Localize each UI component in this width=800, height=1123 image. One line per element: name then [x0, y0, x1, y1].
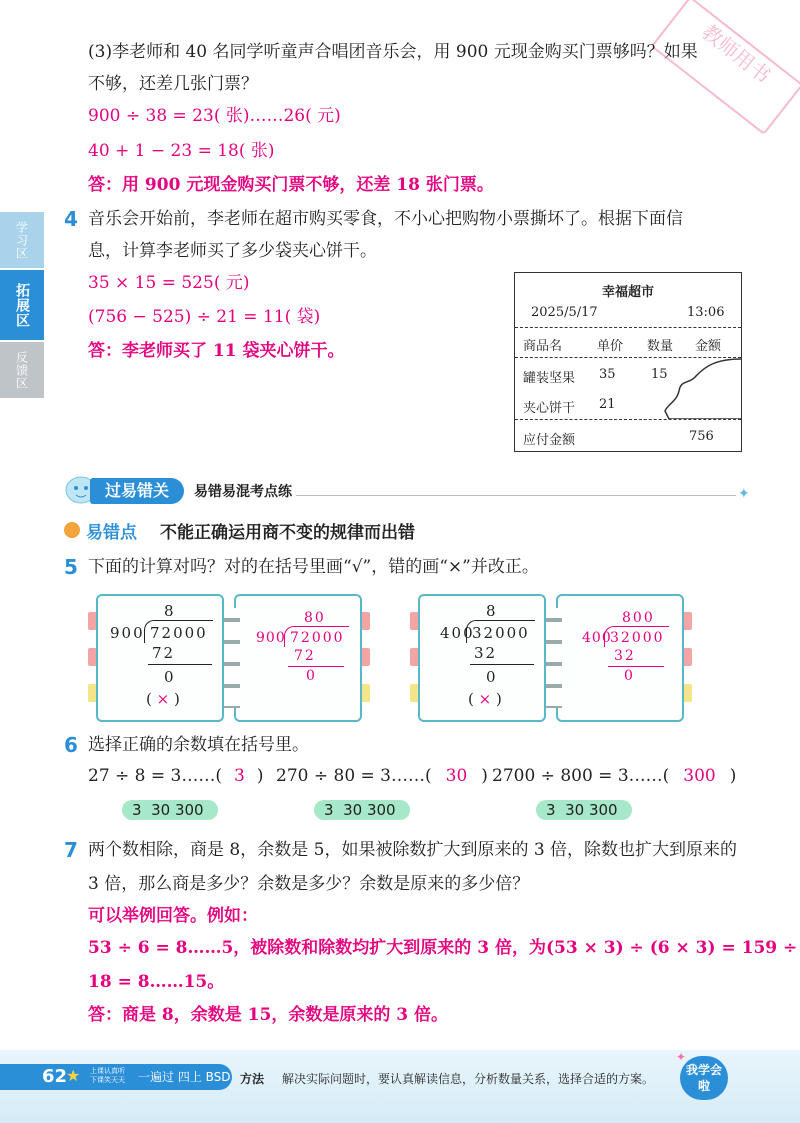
receipt-item-price: 21 — [599, 397, 616, 412]
q3-answer-line2: 40 + 1 − 23 = 18( 张) — [88, 141, 275, 161]
q7-answer-line1: 可以举例回答。例如： — [88, 906, 258, 926]
series-slogan: 上课认真听 下课笑天天 — [90, 1067, 125, 1084]
judge-mark: × — [478, 690, 492, 708]
error-point-icon — [64, 522, 80, 538]
corner-stamp: 教师用书 — [651, 0, 800, 135]
q3-answer-line3: 答：用 900 元现金购买门票不够，还差 18 张门票。 — [88, 175, 494, 195]
side-tab-extend[interactable]: 拓展区 — [0, 270, 44, 340]
receipt-total-label: 应付金额 — [523, 433, 576, 448]
q6-answer: 30 — [445, 766, 468, 786]
q3-text-line2: 不够，还差几张门票？ — [88, 74, 258, 94]
receipt-title: 幸福超市 — [601, 285, 654, 300]
method-label: 方法 — [240, 1072, 265, 1086]
footer — [0, 1050, 800, 1123]
q5-number: 5 — [64, 555, 78, 579]
receipt-item-price: 35 — [599, 367, 616, 382]
receipt-header-price: 单价 — [597, 339, 624, 354]
fix-line — [608, 666, 664, 667]
judge-bracket: ( × ) — [146, 690, 180, 708]
receipt-item-name: 夹心饼干 — [523, 401, 576, 416]
q4-answer-line1: 35 × 15 = 525( 元) — [88, 273, 250, 293]
fix-divisor: 400 — [582, 630, 612, 646]
q7-answer-line3: 18 = 8……15。 — [88, 972, 225, 992]
calc-quotient: 8 — [164, 602, 174, 620]
calc-divisor: 400 — [440, 624, 475, 642]
q7-answer-line2: 53 ÷ 6 = 8……5，被除数和除数均扩大到原来的 3 倍，为(53 × 3) ÷ (6 × 3) = 159 ÷ — [88, 938, 798, 958]
q4-text-line1: 音乐会开始前，李老师在超市购买零食，不小心把购物小票撕坏了。根据下面信 — [88, 209, 683, 229]
q5-text: 下面的计算对吗？对的在括号里画“√”，错的画“×”并改正。 — [88, 557, 539, 577]
q7-answer-line4: 答：商是 8，余数是 15，余数是原来的 3 倍。 — [88, 1005, 448, 1025]
q4-number: 4 — [64, 207, 78, 231]
footer-brand: 一遍过 四上 BSD — [138, 1070, 231, 1084]
receipt-time: 13:06 — [687, 305, 725, 320]
fix-dividend: 32000 — [610, 630, 665, 646]
calc-dividend: 32000 — [472, 624, 530, 642]
receipt-divider — [515, 419, 741, 420]
receipt-divider — [515, 327, 741, 328]
fix-product: 72 — [294, 648, 316, 664]
q6-item-3: 2700 ÷ 800 = 3……( 300 ) — [492, 766, 737, 786]
q3-answer-line1: 900 ÷ 38 = 23( 张)……26( 元) — [88, 106, 341, 126]
q6-answer: 3 — [234, 766, 245, 786]
calc-quotient: 8 — [486, 602, 496, 620]
q3-text-line1: (3)李老师和 40 名同学听童声合唱团音乐会，用 900 元现金购买门票够吗？如果 — [88, 42, 698, 62]
notebook-right — [418, 594, 678, 718]
q4-text-line2: 息，计算李老师买了多少袋夹心饼干。 — [88, 241, 377, 261]
receipt-header-qty: 数量 — [647, 339, 674, 354]
star-icon: ✦ — [738, 486, 750, 502]
calc-product: 72 — [152, 644, 176, 662]
calc-remainder: 0 — [164, 668, 174, 686]
fix-remainder: 0 — [624, 668, 633, 684]
page-number: 62 — [42, 1066, 68, 1087]
calc-dividend: 72000 — [150, 624, 208, 642]
calc-divisor: 900 — [110, 624, 145, 642]
sparkle-icon: ✦ — [676, 1050, 687, 1064]
banner-rule — [296, 495, 736, 496]
fix-dividend: 72000 — [290, 630, 345, 646]
calc-line — [470, 664, 534, 665]
notebook-left — [96, 594, 356, 718]
q6-item-1: 27 ÷ 8 = 3……( 3 ) — [88, 766, 264, 786]
q6-text: 选择正确的余数填在括号里。 — [88, 735, 309, 755]
receipt-header-name: 商品名 — [523, 339, 563, 354]
q6-item-2: 270 ÷ 80 = 3……( 30 ) — [276, 766, 488, 786]
q7-number: 7 — [64, 838, 78, 862]
q7-text-line1: 两个数相除，商是 8，余数是 5，如果被除数扩大到原来的 3 倍，除数也扩大到原来的 — [88, 840, 738, 860]
q6-answer: 300 — [683, 766, 716, 786]
notebook-rings — [546, 608, 562, 708]
calc-remainder: 0 — [486, 668, 496, 686]
fix-quotient: 80 — [304, 610, 326, 626]
fix-product: 32 — [614, 648, 636, 664]
fix-quotient: 800 — [622, 610, 655, 626]
calc-product: 32 — [474, 644, 498, 662]
q4-answer-line3: 答：李老师买了 11 袋夹心饼干。 — [88, 341, 345, 361]
judge-mark: × — [156, 690, 170, 708]
receipt-date: 2025/5/17 — [531, 305, 598, 320]
fix-divisor: 900 — [256, 630, 286, 646]
q6-number: 6 — [64, 733, 78, 757]
banner-subtitle: 易错易混考点练 — [194, 484, 292, 500]
banner-title: 过易错关 — [90, 478, 184, 504]
receipt — [514, 272, 742, 452]
fix-remainder: 0 — [306, 668, 315, 684]
q7-text-line2: 3 倍，那么商是多少？余数是多少？余数是原来的多少倍？ — [88, 874, 530, 894]
star-badge-icon: ★ — [66, 1066, 81, 1085]
receipt-item-qty: 15 — [651, 367, 668, 382]
side-tab-study[interactable]: 学习区 — [0, 212, 44, 268]
notebook-rings — [224, 608, 240, 708]
q4-answer-line2: (756 − 525) ÷ 21 = 11( 袋) — [88, 307, 321, 327]
judge-bracket: ( × ) — [468, 690, 502, 708]
method-text: 解决实际问题时，要认真解读信息，分析数量关系，选择合适的方案。 — [282, 1072, 655, 1086]
error-point-label: 易错点 — [86, 523, 137, 543]
receipt-item-name: 罐装坚果 — [523, 371, 576, 386]
side-tab-feedback[interactable]: 反馈区 — [0, 342, 44, 398]
calc-line — [148, 664, 212, 665]
error-point-text: 不能正确运用商不变的规律而出错 — [160, 523, 415, 543]
receipt-total-value: 756 — [689, 429, 714, 444]
fix-line — [288, 666, 344, 667]
torn-paper-shape — [645, 357, 741, 419]
receipt-header-amount: 金额 — [695, 339, 722, 354]
learned-badge: 我学会啦 — [680, 1056, 728, 1100]
